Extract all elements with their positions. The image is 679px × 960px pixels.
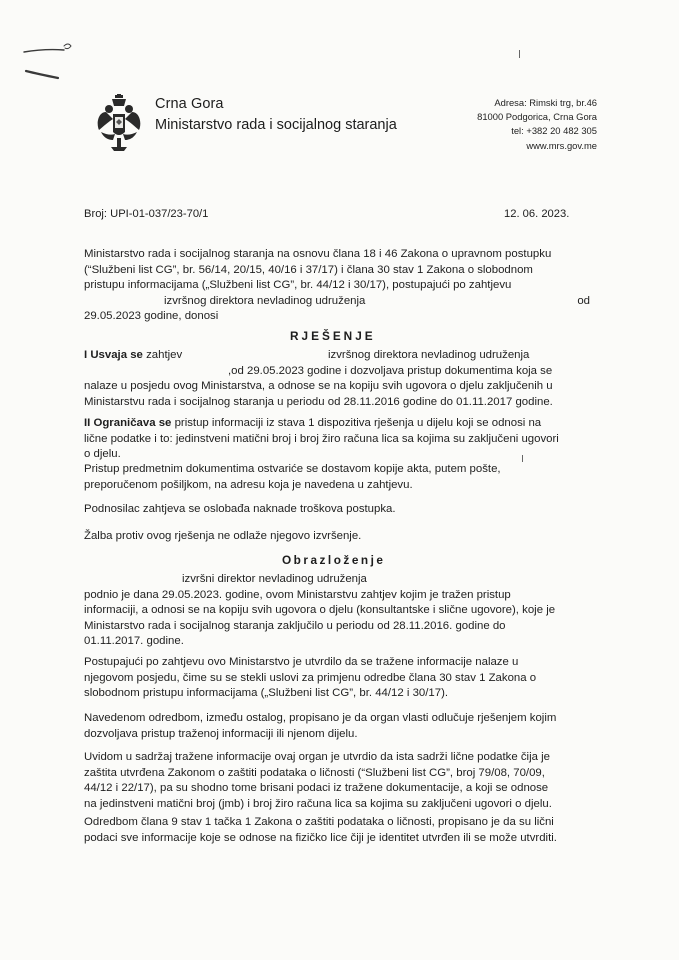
reasoning-line: na jedinstveni matični broj (jmb) i broj žiro računa lica sa kojima su zaključeni ugovori o djelu. <box>84 797 552 810</box>
reasoning-line: informaciji, a odnosi se na kopiju svih ugovora o djelu (konsultantske i slične ugovore), koje je <box>84 604 556 617</box>
reasoning-line: Navedenom odredbom, između ostalog, propisano je da organ vlasti odlučuje rješenjem kojim <box>84 712 557 724</box>
reasoning-line: 44/12 i 22/17), pa su shodno tome brisani podaci iz tražene dokumentacije, a koji se odnose <box>84 782 549 795</box>
clause-line <box>84 416 606 432</box>
clause-line: ,od 29.05.2023 godine i dozvoljava pristup dokumentima koja se <box>228 364 553 377</box>
reasoning-line: Ministarstvo rada i socijalnog staranja zaključilo u periodu od 28.11.2016. godine do <box>84 619 506 632</box>
access-paragraph <box>84 462 606 493</box>
clause-text: zahtjev <box>146 349 183 361</box>
reference-number: Broj: UPI-01-037/23-70/1 <box>84 208 209 220</box>
reasoning-line: Postupajući po zahtjevu ovo Ministarstvo je utvrdilo da se tražene informacije nalaze u <box>84 656 519 668</box>
clause-line: o djelu. <box>84 448 121 461</box>
reasoning-paragraph-3 <box>84 711 606 742</box>
intro-text: izvršnog direktora nevladinog udruženja <box>164 294 366 307</box>
clause-2 <box>84 416 606 463</box>
reasoning-paragraph-1 <box>84 572 606 650</box>
intro-line-redacted <box>84 294 590 310</box>
phone-line: tel: +382 20 482 305 <box>511 125 597 137</box>
reasoning-line: njegovom posjedu, čime su se stekli uslovi za primjenu odredbe člana 30 stav 1 Zakona o <box>84 671 537 684</box>
handwritten-scribble-icon <box>14 38 84 86</box>
decision-title: RJEŠENJE <box>290 329 376 343</box>
access-line: Pristup predmetnim dokumentima ostvariće se dostavom kopije akta, putem pošte, <box>84 463 501 475</box>
reasoning-line: zaštita utvrđena Zakonom o zaštiti podataka o ličnosti (“Službeni list CG”, broj 79/08, 70/09, <box>84 766 545 779</box>
reasoning-line: Uvidom u sadržaj tražene informacije ovaj organ je utvrdio da ista sadrži lične podatke čija je <box>84 751 550 763</box>
clause-line-redacted <box>84 348 606 364</box>
clause-text: pristup informaciji iz stava 1 dispozitiva rješenja u dijelu koji se odnosi na <box>174 417 542 429</box>
org-name: Crna Gora <box>155 96 224 112</box>
intro-text-end: od <box>577 294 590 307</box>
reasoning-paragraph-5 <box>84 815 606 846</box>
reasoning-line: izvršni direktor nevladinog udruženja <box>182 573 367 585</box>
website-line: www.mrs.gov.me <box>526 139 597 151</box>
intro-paragraph <box>84 247 590 325</box>
reasoning-line: 01.11.2017. godine. <box>84 635 184 648</box>
clause-1-label: I Usvaja se <box>84 349 143 361</box>
clause-1 <box>84 348 606 410</box>
page-mark <box>519 50 520 58</box>
intro-line: (“Službeni list CG”, br. 56/14, 20/15, 40/16 i 37/17) i člana 30 stav 1 Zakona o slobodnom <box>84 263 533 276</box>
reasoning-line: Odredbom člana 9 stav 1 tačka 1 Zakona o zaštiti podataka o ličnosti, propisano je da su lični <box>84 816 554 828</box>
access-line: preporučenom pošiljkom, na adresu koja je navedena u zahtjevu. <box>84 478 413 491</box>
reasoning-line: podnio je dana 29.05.2023. godine, ovom Ministarstvu zahtjev kojim je tražen pristup <box>84 588 511 601</box>
intro-line: pristupu informacijama („Službeni list CG”, br. 44/12 i 30/17), postupajući po zahtjevu <box>84 279 512 292</box>
reasoning-line: slobodnom pristupu informacijama („Službeni list CG”, br. 44/12 i 30/17). <box>84 687 449 700</box>
intro-line: Ministarstvo rada i socijalnog staranja na osnovu člana 18 i 46 Zakona o upravnom postupku <box>84 248 552 260</box>
reasoning-line: dozvoljava pristup traženoj informaciji ili njenom dijelu. <box>84 727 358 740</box>
reasoning-paragraph-2 <box>84 655 606 702</box>
contact-block <box>477 96 597 153</box>
appeal-paragraph: Žalba protiv ovog rješenja ne odlaže njegovo izvršenje. <box>84 530 362 542</box>
ministry-name: Ministarstvo rada i socijalnog staranja <box>155 117 397 133</box>
reasoning-title: Obrazloženje <box>282 553 386 567</box>
intro-line: 29.05.2023 godine, donosi <box>84 310 219 323</box>
reasoning-paragraph-4 <box>84 750 606 812</box>
clause-line: nalaze u posjedu ovog Ministarstva, a odnose se na kopiju svih ugovora o djelu zaključenih u <box>84 380 553 393</box>
margin-mark <box>522 455 523 462</box>
montenegro-coat-of-arms-icon <box>96 94 142 152</box>
document-date: 12. 06. 2023. <box>504 208 570 220</box>
address-line: Adresa: Rimski trg, br.46 <box>494 97 597 108</box>
fee-paragraph: Podnosilac zahtjeva se oslobađa naknade troškova postupka. <box>84 503 396 515</box>
clause-text: izvršnog direktora nevladinog udruženja <box>328 349 530 361</box>
city-line: 81000 Podgorica, Crna Gora <box>477 111 597 123</box>
reasoning-line: podaci sve informacije koje se odnose na fizičko lice čiji je identitet utvrđen ili se može utvrditi. <box>84 831 557 844</box>
clause-2-label: II Ograničava se <box>84 417 172 429</box>
clause-line: Ministarstvu rada i socijalnog staranja u periodu od 28.11.2016 godine do 01.11.2017 godine. <box>84 395 553 408</box>
clause-line: lične podatke i to: jedinstveni matični broj i broj žiro računa lica sa kojima su zaključeni ugovori <box>84 432 559 445</box>
